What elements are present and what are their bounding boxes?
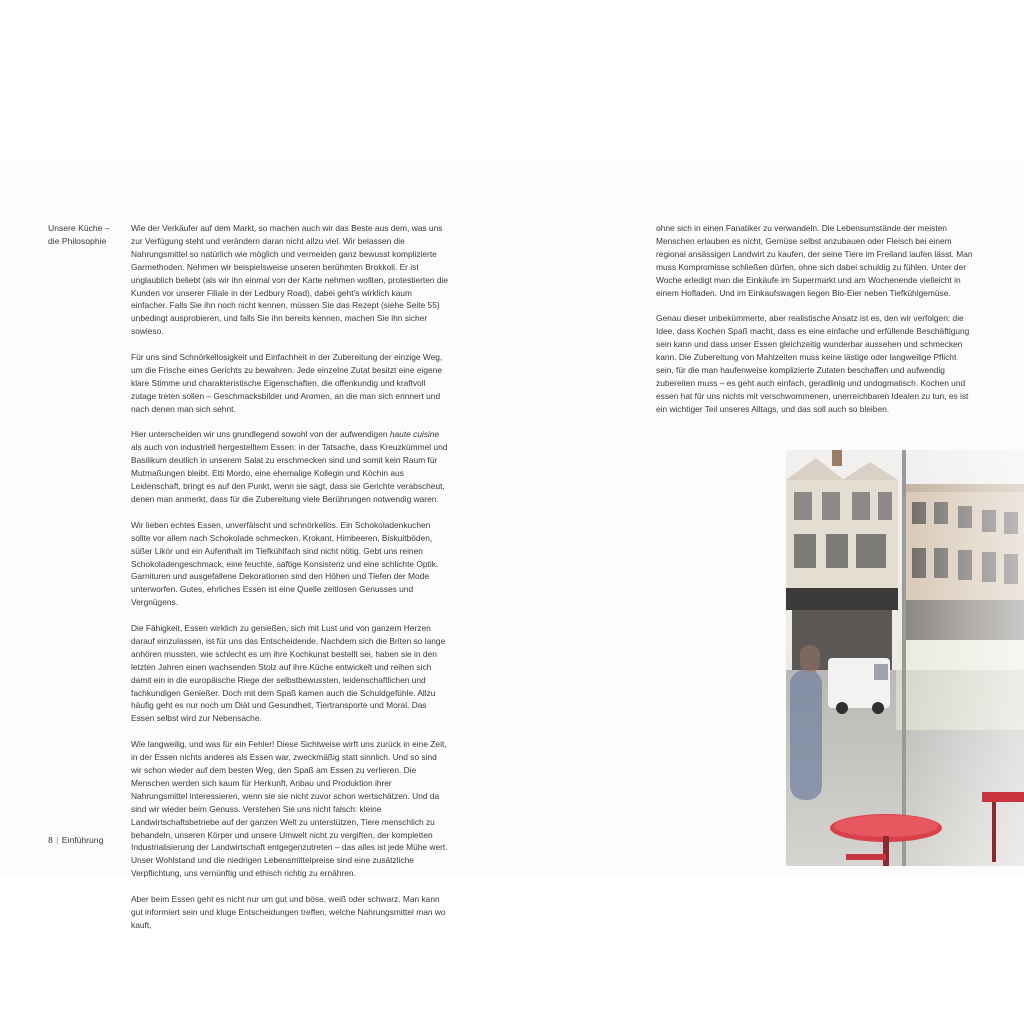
page-footer — [48, 835, 103, 845]
paragraph: ohne sich in einen Fanatiker zu verwandeln. Die Lebensumstände der meisten Menschen erlauben es nicht, Gemüse selbst anzubauen oder Fleisch bei einem regional ansässigen Landwirt zu kaufen, der seine Tiere im Freiland laufen lässt. Man muss Kompromisse schließen dürfen, ohne sich dabei schuldig zu fühlen. Unter der Woche erledigt man die Einkäufe im Supermarkt und am Wochenende vielleicht in einem Hofladen. Und im Einkaufswagen liegen Bio-Eier neben Tiefkühlgemüse. — [656, 223, 973, 298]
white-van — [828, 658, 890, 714]
sidehead-line-1: Unsere Küche – — [48, 223, 110, 233]
paragraph: Wir lieben echtes Essen, unverfälscht und schnörkellos. Ein Schokoladenkuchen sollte vor allem nach Schokolade schmecken. Krokant, Himbeeren, Biskuitböden, süßer Likör und ein Aufenthalt im Tiefkühlfach sind nicht nötig. Gebt uns reinen Schokoladengeschmack, eine feuchte, saftige Konsistenz und eine schlichte Optik. Garnituren und ausgefallene Dekorationen sind den Höhen und Tiefen der Mode unterworfen. Gutes, ehrliches Essen ist eine Quelle zeitlosen Genusses und Vergnügens. — [131, 519, 439, 608]
paragraph: Aber beim Essen geht es nicht nur um gut und böse, weiß oder schwarz. Man kann gut informiert sein und kluge Entscheidungen treffen, welche Nahrungsmittel man wo kauft, — [131, 894, 446, 930]
left-text-column — [131, 222, 449, 945]
footer-separator: | — [56, 835, 59, 845]
section-name: Einführung — [61, 835, 104, 845]
paragraph: Wie der Verkäufer auf dem Markt, so machen auch wir das Beste aus dem, was uns zur Verfügung steht und verändern daran nicht allzu viel. Wir belassen die Nahrungsmittel so natürlich wie möglich und vermeiden ganz bewusst komplizierte Garmethoden. Nehmen wir beispielsweise unseren berühmten Brokkoli. Er ist unglaublich beliebt (als wir ihn einmal von der Karte nehmen wollten, protestierten die Kunden vor unserer Filiale in der Ledbury Road), dabei geht’s wirklich kaum einfacher. Falls Sie ihn noch nicht kennen, müssen Sie das Rezept (siehe Seite 55) unbedingt ausprobieren, und falls Sie ihn bereits kennen, machen Sie ihn sicher sowieso. — [131, 223, 449, 337]
street-cafe-photo — [786, 450, 1024, 866]
paragraph: Genau dieser unbekümmerte, aber realistische Ansatz ist es, den wir verfolgen: die Idee, dass Kochen Spaß macht, dass es eine einfache und erfüllende Beschäftigung sein kann und dass unser Essen gleichzeitig wunderbar aussehen und schmecken kann. Die Zubereitung von Mahlzeiten muss keine lästige oder langweilige Pflicht sein, für die man haufenweise komplizierte Zutaten beschaffen und aufwendig zubereiten muss – es geht auch einfach, geradlinig und undogmatisch. Kochen und essen hat für uns nichts mit verschwommenen, unerreichbaren Idealen zu tun, es ist ein wichtiger Teil unseres Alltags, und das soll auch so bleiben. — [656, 313, 970, 414]
paragraph: Die Fähigkeit, Essen wirklich zu genießen, sich mit Lust und von ganzem Herzen darauf einzulassen, ist für uns das Entscheidende. Nachdem sich die Briten so lange anhören mussten, wie schlecht es um ihre Kochkunst bestellt sei, haben sie in den letzten Jahren einen wachsenden Stolz auf ihre Küche entwickelt und reihen sich damit ein in die europäische Riege der selbstbewussten, leidenschaftlichen und fachkundigen Genießer. Doch mit dem Spaß kamen auch die Schuldgefühle. Allzu häufig geht es nur noch um Diät und Gesundheit, Tiertransporte und Moral. Das Essen selbst wird zur Nebensache. — [131, 623, 446, 724]
building-left — [786, 450, 898, 670]
paragraph: Für uns sind Schnörkellosigkeit und Einfachheit in der Zubereitung der einzige Weg, um die Frische eines Gerichts zu bewahren. Jede einzelne Zutat besitzt eine eigene klare Stimme und charakteristische Eigenschaften, die offenkundig und kraftvoll zutage treten sollen – Geschmacksbilder und Aromen, an die man sich erinnert und nach denen man sich sehnt. — [131, 352, 443, 414]
paragraph-text: als auch von industriell hergestelltem Essen: in der Tatsache, dass Kreuzkümmel und Basilikum deutlich in unserem Salat zu erschmecken sind und somit kein Raum für Mutmaßungen bleibt. Etti Mordo, eine ehemalige Kollegin und Köchin aus Leidenschaft, bringt es auf den Punkt, wenn sie sagt, dass sie Gerichte verabscheut, denen man anmerkt, dass für die Zubereitung viele Berührungen notwendig waren. — [131, 442, 448, 504]
sidehead-line-2: die Philosophie — [48, 236, 107, 246]
photo-illustration — [786, 450, 1024, 866]
paragraph-text: Hier unterscheiden wir uns grundlegend sowohl von der aufwendigen — [131, 429, 390, 440]
section-sidehead — [48, 222, 124, 248]
page-number: 8 — [48, 835, 53, 845]
right-text-column — [656, 222, 976, 428]
italic-term: haute cuisine — [389, 429, 440, 440]
paragraph: Wie langweilig, und was für ein Fehler! Diese Sichtweise wirft uns zurück in eine Zeit, in der Essen nichts anderes als Essen war, zweckmäßig statt sinnlich. Und so sind wir schon wieder auf dem besten Weg, den Spaß am Essen zu verlieren. Die Menschen werden sich kaum für Herkunft, Anbau und Produktion ihrer Nahrungsmittel interessieren, wenn sie sie nicht zuvor schon wertschätzen. Und da sind wir wieder beim Genuss. Verstehen Sie uns nicht falsch: kleine Landwirtschaftsbetriebe auf der ganzen Welt zu unterstützen, Tiere menschlich zu behandeln, unseren Körper und unsere Umwelt nicht zu vergiften, der kompletten Industrialisierung der Landwirtschaft entgegenzutreten – das alles ist jede Mühe wert. Unser Wohlstand und die niedrigen Lebensmittelpreise sind eine zusätzliche Verpflichtung, uns vernünftig und ethisch richtig zu ernähren. — [131, 739, 448, 879]
paragraph — [131, 428, 449, 505]
